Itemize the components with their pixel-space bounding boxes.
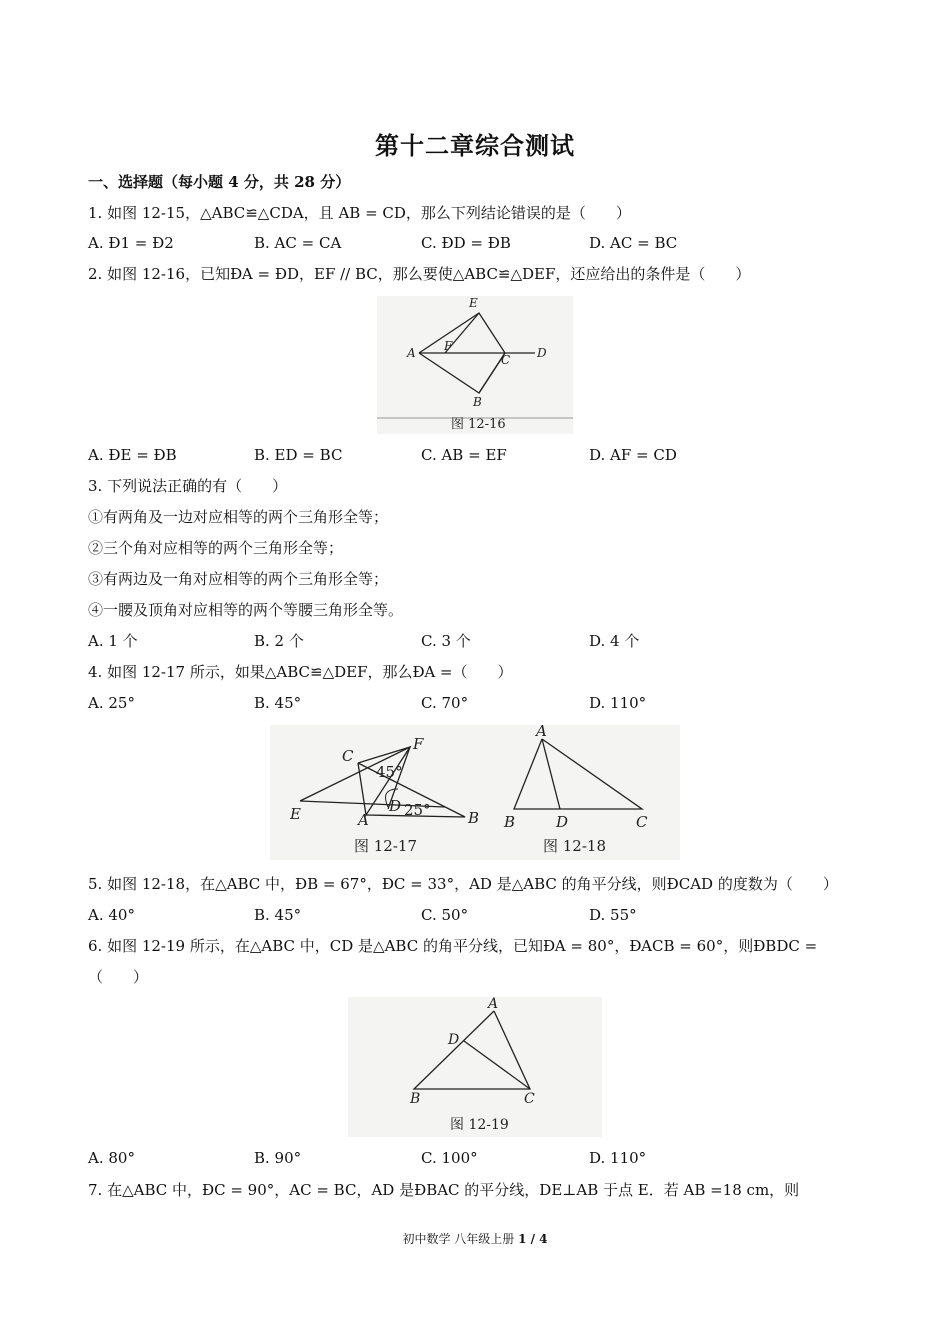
question-1-stem: 1. 如图 12-15，△ABC≌△CDA，且 AB = CD，那么下列结论错误的是（ ） [88,204,631,222]
question-3-stem: 3. 下列说法正确的有（ ） [88,477,288,495]
q5-option-a: A. 40° [88,906,135,924]
question-7-stem: 7. 在△ABC 中，ÐC = 90°，AC = BC，AD 是ÐBAC 的平分线，DE⊥AB 于点 E．若 AB =18 cm，则 [88,1181,800,1199]
label-e: E [290,805,301,823]
q1-option-d: D. AC = BC [589,234,678,252]
q2-option-c: C. AB = EF [421,446,507,464]
label-f: F [444,339,453,353]
q3-option-d: D. 4 个 [589,632,640,650]
label-a: A [407,346,416,360]
q1-option-b: B. AC = CA [254,234,342,252]
q5-option-b: B. 45° [254,906,302,924]
label-d-18: D [556,813,569,831]
label-b: B [410,1091,421,1107]
question-6-blank: （ ） [88,968,149,986]
figure-12-17-18-diagram [270,725,680,860]
figure-12-16-diagram [377,296,573,434]
label-a: A [488,997,499,1012]
label-c: C [501,353,511,367]
question-4-stem: 4. 如图 12-17 所示，如果△ABC≌△DEF，那么ÐA =（ ） [88,663,513,681]
q4-option-c: C. 70° [421,694,469,712]
figure-12-18-caption: 图 12-18 [543,837,607,855]
q4-option-d: D. 110° [589,694,647,712]
figure-12-17-18 [270,725,680,860]
label-e: E [469,296,478,310]
figure-caption: 图 12-16 [451,417,506,432]
figure-12-19-caption: 图 12-19 [450,1117,509,1133]
question-6-stem: 6. 如图 12-19 所示，在△ABC 中，CD 是△ABC 的角平分线，已知ÐA = 80°，ÐACB = 60°，则ÐBDC = [88,937,818,955]
q3-statement-2: ②三个角对应相等的两个三角形全等； [88,539,344,557]
label-d: D [448,1032,460,1048]
label-d: D [389,797,402,815]
question-5-stem: 5. 如图 12-18，在△ABC 中，ÐB = 67°，ÐC = 33°，AD 是△ABC 的角平分线，则ÐCAD 的度数为（ ） [88,875,838,893]
label-a-18: A [536,725,547,740]
label-25: 25° [404,801,431,819]
q6-option-d: D. 110° [589,1149,647,1167]
q2-option-d: D. AF = CD [589,446,677,464]
section-heading: 一、选择题（每小题 4 分，共 28 分） [88,173,351,191]
q5-option-d: D. 55° [589,906,637,924]
q3-statement-3: ③有两边及一角对应相等的两个三角形全等； [88,570,389,588]
q4-option-b: B. 45° [254,694,302,712]
label-b: B [468,809,480,827]
figure-12-19 [348,997,602,1137]
q6-option-a: A. 80° [88,1149,135,1167]
q5-option-c: C. 50° [421,906,469,924]
page-number: 1 / 4 [518,1232,548,1246]
q6-option-b: B. 90° [254,1149,302,1167]
q2-option-a: A. ÐE = ÐB [88,446,177,464]
q3-option-a: A. 1 个 [88,632,138,650]
question-2-stem: 2. 如图 12-16，已知ÐA = ÐD，EF // BC，那么要使△ABC≌△DEF，还应给出的条件是（ ） [88,265,751,283]
label-45: 45° [376,763,403,781]
label-b-18: B [504,813,516,831]
label-d: D [537,346,547,360]
q1-option-c: C. ÐD = ÐB [421,234,511,252]
figure-12-17-caption: 图 12-17 [354,837,418,855]
q4-option-a: A. 25° [88,694,135,712]
label-b: B [473,395,482,409]
footer-text: 初中数学 八年级上册 [402,1232,519,1246]
q3-statement-1: ①有两角及一边对应相等的两个三角形全等； [88,508,389,526]
label-f: F [413,735,424,753]
page-title: 第十二章综合测试 [375,131,575,160]
q3-statement-4: ④一腰及顶角对应相等的两个等腰三角形全等。 [88,601,404,619]
label-c: C [342,747,354,765]
page-footer [0,1230,950,1247]
q3-option-b: B. 2 个 [254,632,304,650]
label-c-18: C [636,813,648,831]
q1-option-a: A. Ð1 = Ð2 [88,234,174,252]
q6-option-c: C. 100° [421,1149,478,1167]
label-c: C [524,1091,535,1107]
label-a: A [358,811,369,829]
figure-12-16 [377,296,573,434]
figure-12-19-diagram [348,997,602,1137]
q2-option-b: B. ED = BC [254,446,343,464]
q3-option-c: C. 3 个 [421,632,471,650]
